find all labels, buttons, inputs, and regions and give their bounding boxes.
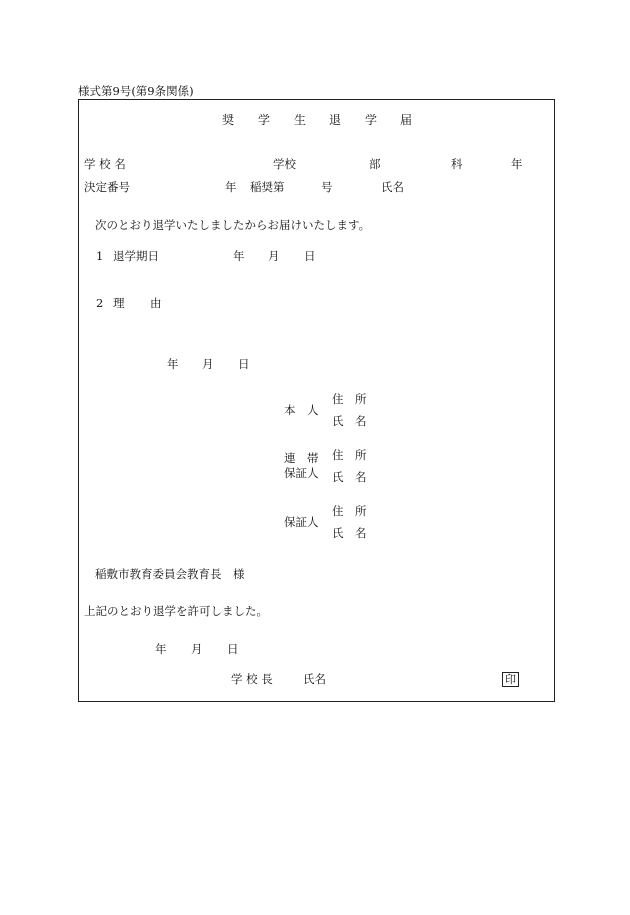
reason-label-b: 由 <box>150 296 162 310</box>
seal-mark: 印 <box>502 672 519 687</box>
item1-number: 1 <box>96 249 104 263</box>
withdrawal-year-label: 年 <box>233 249 245 263</box>
school-label: 学校 <box>273 157 296 171</box>
approval-year-label: 年 <box>155 642 167 656</box>
guarantor-address-label: 住 所 <box>332 504 367 518</box>
student-name-label: 氏名 <box>381 180 404 194</box>
principal-title: 学 校 長 <box>231 672 273 686</box>
reason-label-a: 理 <box>113 296 125 310</box>
addressee: 稲敷市教育委員会教育長 様 <box>95 567 245 581</box>
submission-year-label: 年 <box>167 357 179 371</box>
submission-month-label: 月 <box>202 357 214 371</box>
applicant-label: 本 人 <box>284 403 319 417</box>
joint-guarantor-label-line1: 連 帯 <box>284 451 319 465</box>
principal-name-label: 氏名 <box>303 672 326 686</box>
withdrawal-month-label: 月 <box>268 249 280 263</box>
joint-guarantor-name-label: 氏 名 <box>332 470 367 484</box>
title-char: 奨 <box>222 113 235 127</box>
title-char: 生 <box>294 113 307 127</box>
withdrawal-day-label: 日 <box>304 249 316 263</box>
item2-number: 2 <box>96 296 104 310</box>
form-number-label: 様式第9号(第9条関係) <box>78 84 194 98</box>
title-char: 退 <box>329 113 342 127</box>
title-char: 学 <box>365 113 378 127</box>
grade-label: 年 <box>511 157 523 171</box>
decision-year-label: 年 <box>225 180 237 194</box>
department-label: 部 <box>369 157 381 171</box>
scholarship-number-suffix: 号 <box>321 180 333 194</box>
applicant-name-label: 氏 名 <box>332 414 367 428</box>
form-frame <box>78 99 555 702</box>
title-char: 学 <box>258 113 271 127</box>
approval-month-label: 月 <box>191 642 203 656</box>
title-char: 届 <box>400 113 413 127</box>
joint-guarantor-address-label: 住 所 <box>332 448 367 462</box>
guarantor-name-label: 氏 名 <box>332 526 367 540</box>
course-label: 科 <box>451 157 463 171</box>
guarantor-label: 保証人 <box>284 515 319 529</box>
decision-number-label: 決定番号 <box>84 180 130 194</box>
approval-text: 上記のとおり退学を許可しました。 <box>84 604 268 618</box>
intro-text: 次のとおり退学いたしましたからお届けいたします。 <box>95 218 371 232</box>
scholarship-number-prefix: 稲奨第 <box>250 180 285 194</box>
applicant-address-label: 住 所 <box>332 392 367 406</box>
school-name-label: 学 校 名 <box>84 157 126 171</box>
joint-guarantor-label-line2: 保証人 <box>284 466 319 480</box>
submission-day-label: 日 <box>238 357 250 371</box>
approval-day-label: 日 <box>227 642 239 656</box>
withdrawal-date-label: 退学期日 <box>113 249 159 263</box>
